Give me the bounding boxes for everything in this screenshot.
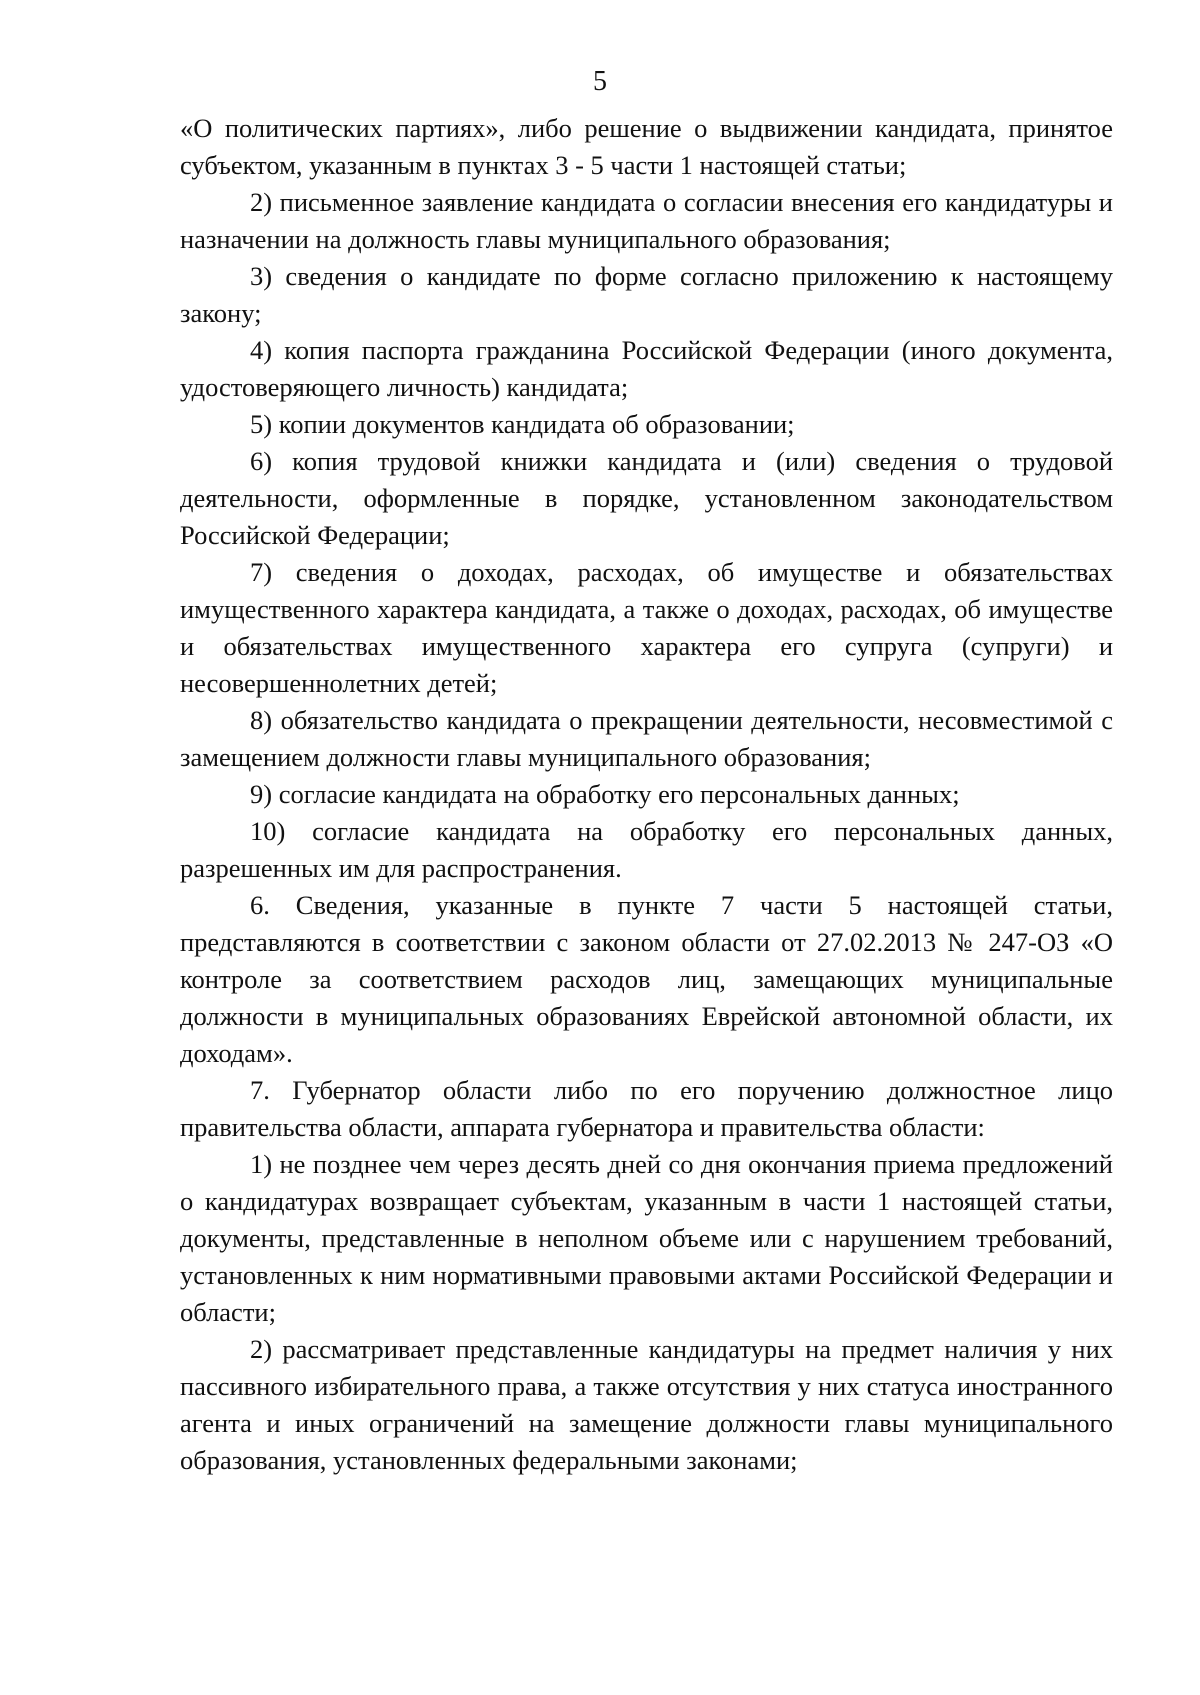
list-item: 10) согласие кандидата на обработку его персональных данных, разрешенных им для распространения. [180,816,1113,883]
list-item: 6) копия трудовой книжки кандидата и (или) сведения о трудовой деятельности, оформленные в порядке, установленном законодательством Российской Федерации; [180,446,1113,550]
paragraph: 6. Сведения, указанные в пункте 7 части 5 настоящей статьи, представляются в соответствии с законом области от 27.02.2013 № 247-ОЗ «О контроле за соответствием расходов лиц, замещающих муниципальные должности в муниципальных образованиях Еврейской автономной области, их доходам». [180,890,1113,1068]
list-item: 9) согласие кандидата на обработку его персональных данных; [250,779,960,809]
list-item: 1) не позднее чем через десять дней со дня окончания приема предложений о кандидатурах возвращает субъектам, указанным в части 1 настоящей статьи, документы, представленные в неполном объеме или с нарушением требований, установленных к ним нормативными правовыми актами Российской Федерации и области; [180,1149,1113,1327]
list-item: 2) рассматривает представленные кандидатуры на предмет наличия у них пассивного избирательного права, а также отсутствия у них статуса иностранного агента и иных ограничений на замещение должности главы муниципального образования, установленных федеральными законами; [180,1334,1113,1475]
list-item: 5) копии документов кандидата об образовании; [250,409,795,439]
paragraph: 7. Губернатор области либо по его поручению должностное лицо правительства области, аппарата губернатора и правительства области: [180,1075,1113,1142]
paragraph: «О политических партиях», либо решение о выдвижении кандидата, принятое субъектом, указанным в пунктах 3 - 5 части 1 настоящей статьи; [180,113,1113,180]
list-item: 2) письменное заявление кандидата о согласии внесения его кандидатуры и назначении на должность главы муниципального образования; [180,187,1113,254]
list-item: 3) сведения о кандидате по форме согласно приложению к настоящему закону; [180,261,1113,328]
page-number: 5 [593,66,607,97]
list-item: 7) сведения о доходах, расходах, об имуществе и обязательствах имущественного характера кандидата, а также о доходах, расходах, об имуществе и обязательствах имущественного характера его супруга (супруги) и несовершеннолетних детей; [180,557,1113,698]
list-item: 8) обязательство кандидата о прекращении деятельности, несовместимой с замещением должности главы муниципального образования; [180,705,1113,772]
list-item: 4) копия паспорта гражданина Российской Федерации (иного документа, удостоверяющего личность) кандидата; [180,335,1113,402]
document-body [180,110,1113,1479]
